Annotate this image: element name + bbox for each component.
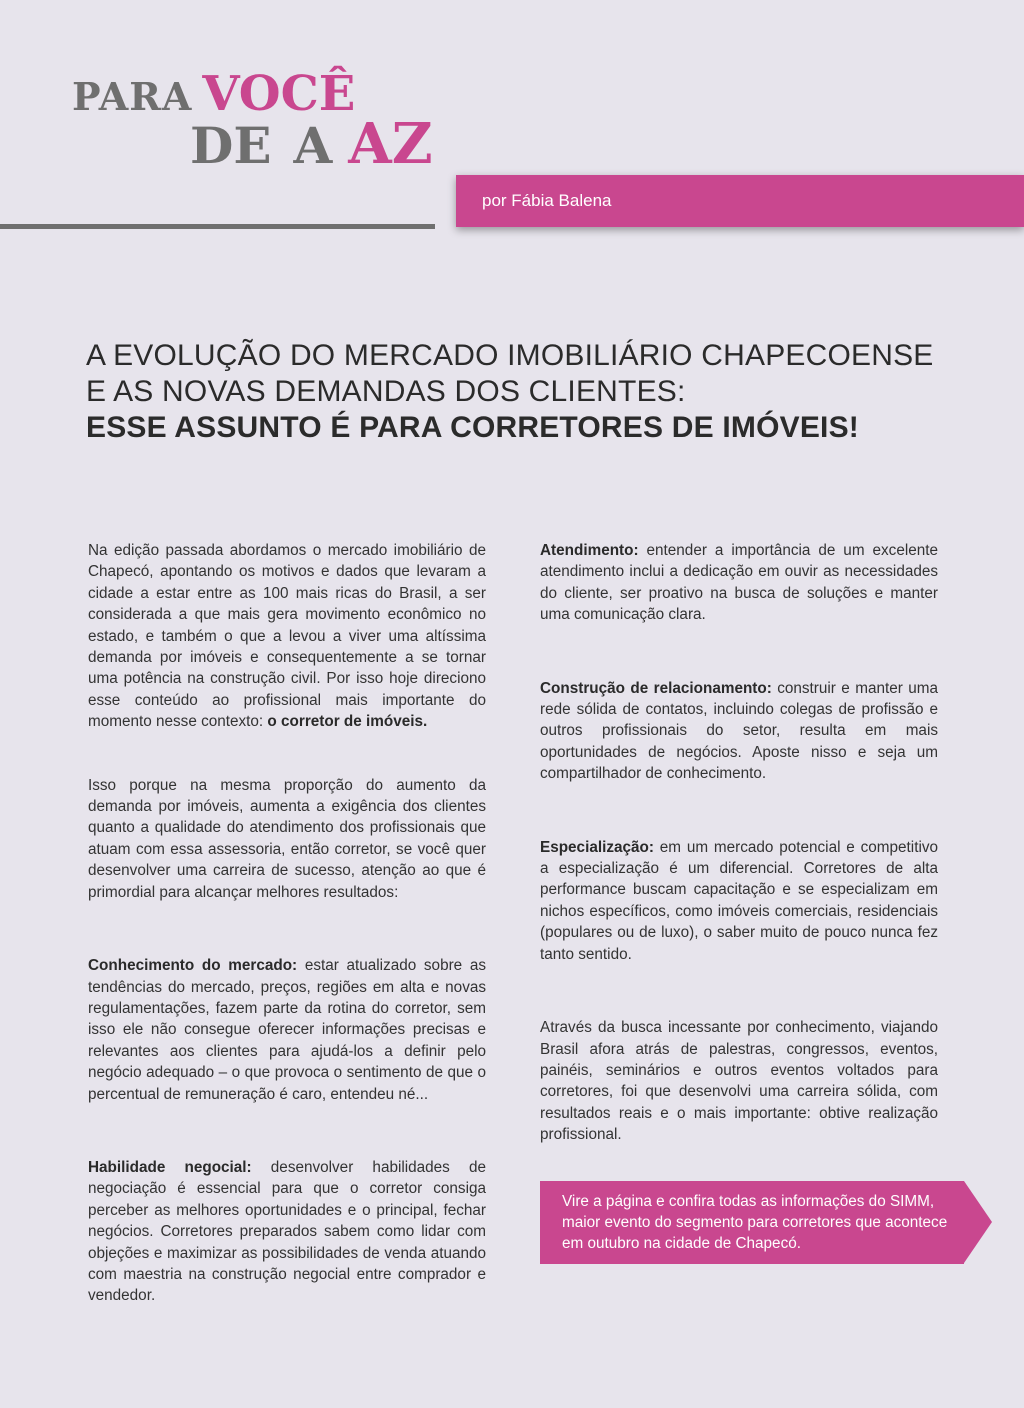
paragraph-text: Através da busca incessante por conhecimento, viajando Brasil afora atrás de palestras, congressos, eventos, painéis, seminários e outros eventos voltados para corretores, foi que desenvolvi uma carreira sólida, com resultados reais e o mais importante: obtive realização profissional.	[540, 1019, 938, 1144]
paragraph-specialization	[540, 837, 938, 965]
logo-word-para: PARA	[72, 74, 193, 119]
headline-line-2: E AS NOVAS DEMANDAS DOS CLIENTES:	[86, 375, 686, 408]
paragraph-text: Isso porque na mesma proporção do aumento da demanda por imóveis, aumenta a exigência dos clientes quanto a qualidade do atendimento dos profissionais que atuam com essa assessoria, então corretor, se você quer desenvolver uma carreira de sucesso, atenção ao que é primordial para alcançar melhores resultados:	[88, 776, 486, 901]
logo-line-1	[72, 66, 356, 122]
logo-word-az: AZ	[348, 111, 433, 177]
author-band	[456, 175, 1024, 227]
paragraph-text: entender a importância de um excelente atendimento inclui a dedicação em ouvir as necessidades do cliente, ser proativo na busca de soluções e manter uma comunicação clara.	[540, 542, 938, 624]
paragraph-conclusion	[540, 1017, 938, 1145]
paragraph-lead: Construção de relacionamento:	[540, 679, 772, 697]
paragraph-service	[540, 540, 938, 626]
logo-word-a: A	[293, 116, 333, 175]
headline-line-3: ESSE ASSUNTO É PARA CORRETORES DE IMÓVEIS!	[86, 411, 859, 444]
paragraph-market-knowledge	[88, 955, 486, 1105]
logo-line-2	[190, 111, 433, 177]
header-divider	[0, 224, 435, 229]
article-column-right	[540, 540, 938, 1146]
paragraph-text: estar atualizado sobre as tendências do mercado, preços, regiões em alta e novas regulamentações, fazem parte da rotina do corretor, sem isso ele não consegue oferecer informações precisas e relevantes aos clientes para ajudá-los a definir pelo negócio adequado – o que provoca o sentimento de que o percentual de remuneração é caro, entendeu né...	[88, 957, 487, 1103]
paragraph-text: Na edição passada abordamos o mercado imobiliário de Chapecó, apontando os motivos e dados que levaram a cidade a estar entre as 100 mais ricas do Brasil, a ser considerada a que mais gera movimento econômico no estado, e também o que a levou a viver uma altíssima demanda por imóveis e consequentemente a se tornar uma potência na construção civil. Por isso hoje direciono esse conteúdo ao profissional mais importante do momento nesse contexto:	[88, 542, 486, 731]
paragraph-intro	[88, 540, 486, 733]
paragraph-lead: Atendimento:	[540, 542, 639, 559]
paragraph-text: em um mercado potencial e competitivo a especialização é um diferencial. Corretores de alta performance buscam capacitação e se especializam em nichos específicos, como imóveis comerciais, residenciais (populares ou de luxo), o saber muito de pouco nunca fez tanto sentido.	[540, 838, 938, 963]
paragraph-context	[88, 775, 486, 903]
paragraph-lead: Conhecimento do mercado:	[88, 957, 298, 975]
headline-line-1: A EVOLUÇÃO DO MERCADO IMOBILIÁRIO CHAPECOENSE	[86, 339, 934, 372]
paragraph-text: construir e manter uma rede sólida de contatos, incluindo colegas de profissão e outros profissionais do setor, resulta em mais oportunidades de negócios. Aposte nisso e seja um compartilhador de conhecimento.	[540, 679, 939, 783]
paragraph-text: desenvolver habilidades de negociação é essencial para que o corretor consiga perceber as melhores oportunidades e o principal, fechar negócios. Corretores preparados sabem como lidar com objeções e maximizar as possibilidades de venda atuando com maestria na construção negocial entre comprador e vendedor.	[88, 1158, 486, 1305]
article-column-left	[88, 540, 486, 1307]
cta-arrow-icon	[964, 1181, 992, 1263]
paragraph-bold: o corretor de imóveis.	[267, 713, 428, 731]
paragraph-relationship	[540, 678, 938, 785]
cta-box	[540, 1181, 964, 1264]
paragraph-negotiation	[88, 1157, 486, 1307]
cta-text: Vire a página e confira todas as informações do SIMM, maior evento do segmento para corretores que acontece em outubro na cidade de Chapecó.	[562, 1193, 948, 1252]
paragraph-lead: Habilidade negocial:	[88, 1158, 252, 1176]
article-headline	[86, 338, 946, 446]
author-byline: por Fábia Balena	[482, 191, 612, 210]
paragraph-lead: Especialização:	[540, 838, 654, 856]
logo-word-voce: VOCÊ	[202, 66, 356, 122]
logo-word-de: DE	[190, 116, 272, 175]
